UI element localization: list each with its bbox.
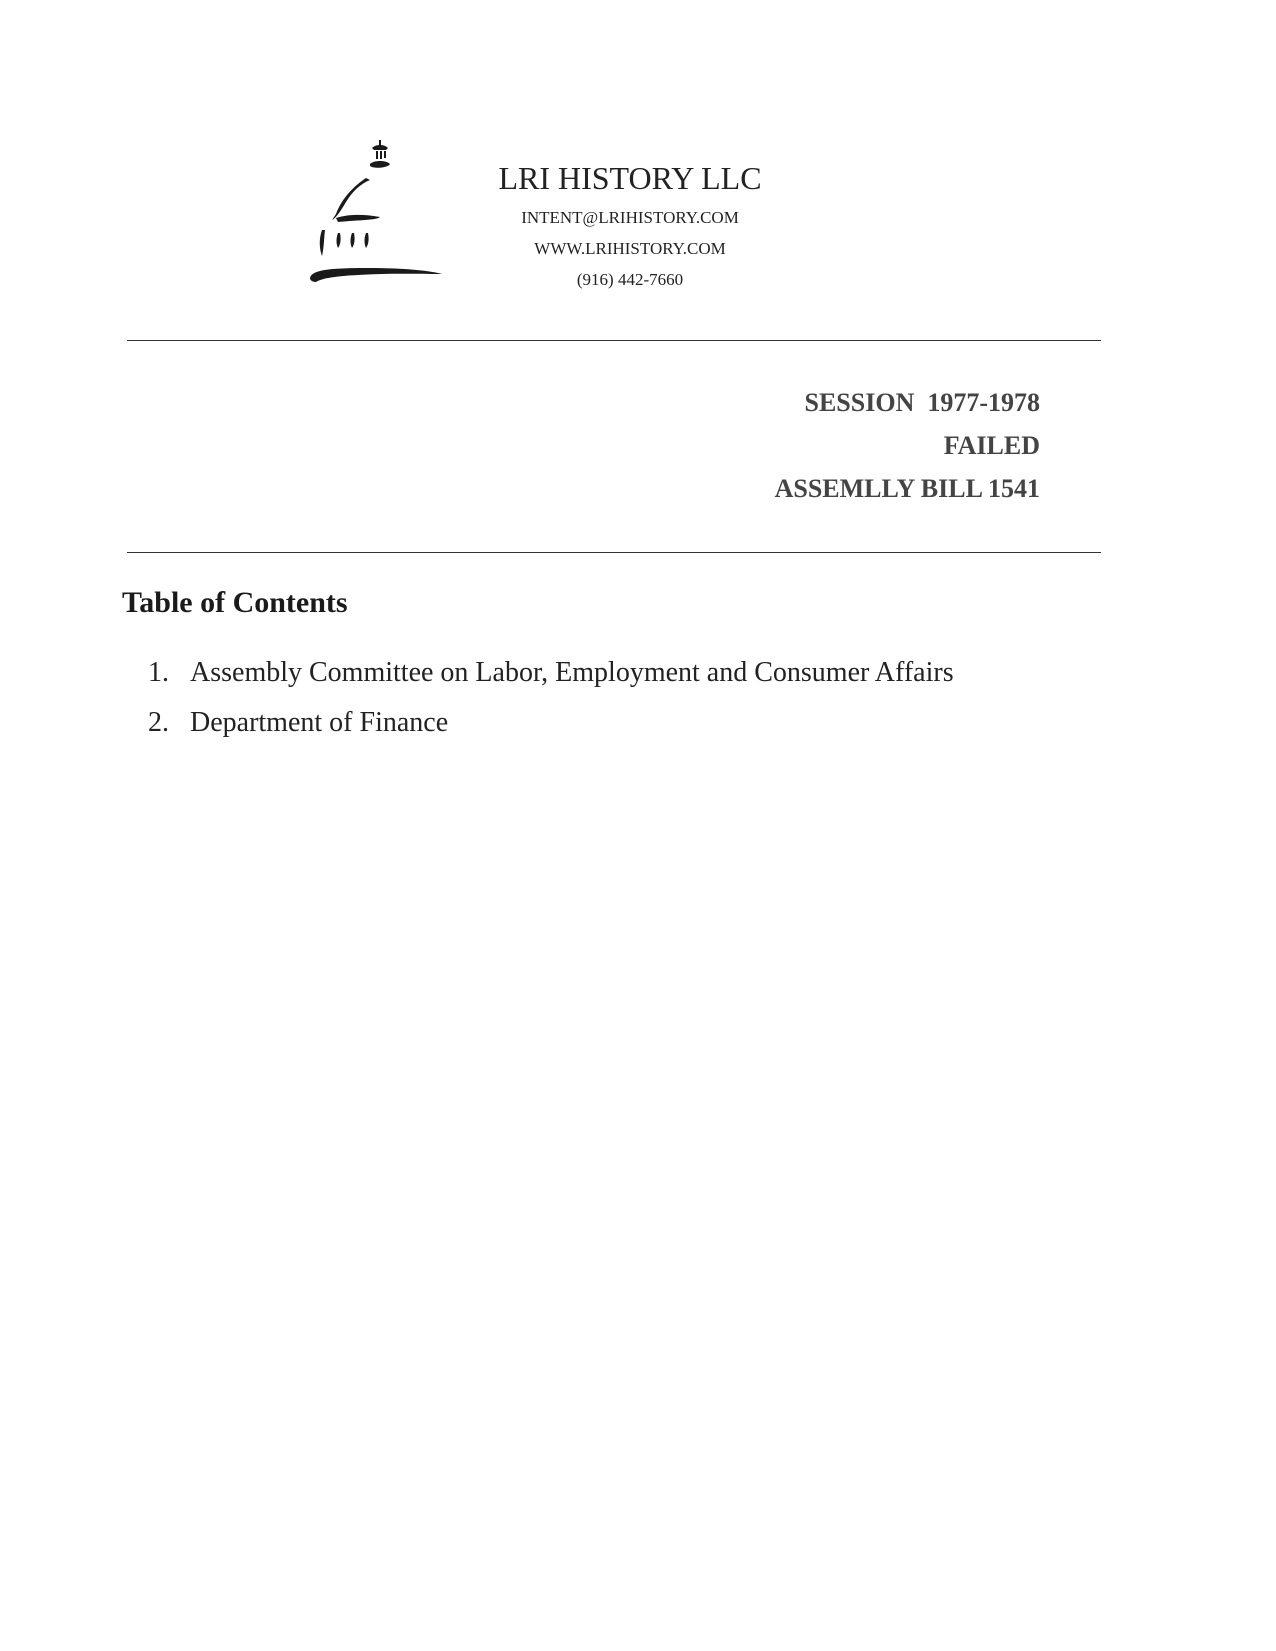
top-divider [127, 340, 1101, 341]
session-label: SESSION 1977-1978 [804, 388, 1040, 417]
toc-item [148, 648, 954, 698]
letterhead [460, 158, 800, 295]
toc-item-number: 1. [148, 657, 169, 688]
toc-item-label: Assembly Committee on Labor, Employment and Consumer Affairs [190, 657, 954, 688]
contact-website: WWW.LRIHISTORY.COM [534, 239, 726, 258]
toc-item-label: Department of Finance [190, 707, 449, 738]
bill-number-label: ASSEMLLY BILL 1541 [774, 474, 1040, 503]
bill-info [775, 381, 1040, 510]
toc-item-number: 2. [148, 707, 169, 738]
toc-item [148, 698, 954, 748]
capitol-dome-icon [308, 138, 450, 298]
toc-heading: Table of Contents [122, 586, 348, 619]
contact-phone: (916) 442-7660 [576, 270, 684, 289]
toc-list [148, 648, 954, 748]
status-label: FAILED [943, 431, 1040, 460]
contact-email: INTENT@LRIHISTORY.COM [521, 208, 739, 227]
contact-block [460, 202, 800, 295]
company-name: LRI HISTORY LLC [498, 160, 762, 196]
bottom-divider [127, 552, 1101, 553]
